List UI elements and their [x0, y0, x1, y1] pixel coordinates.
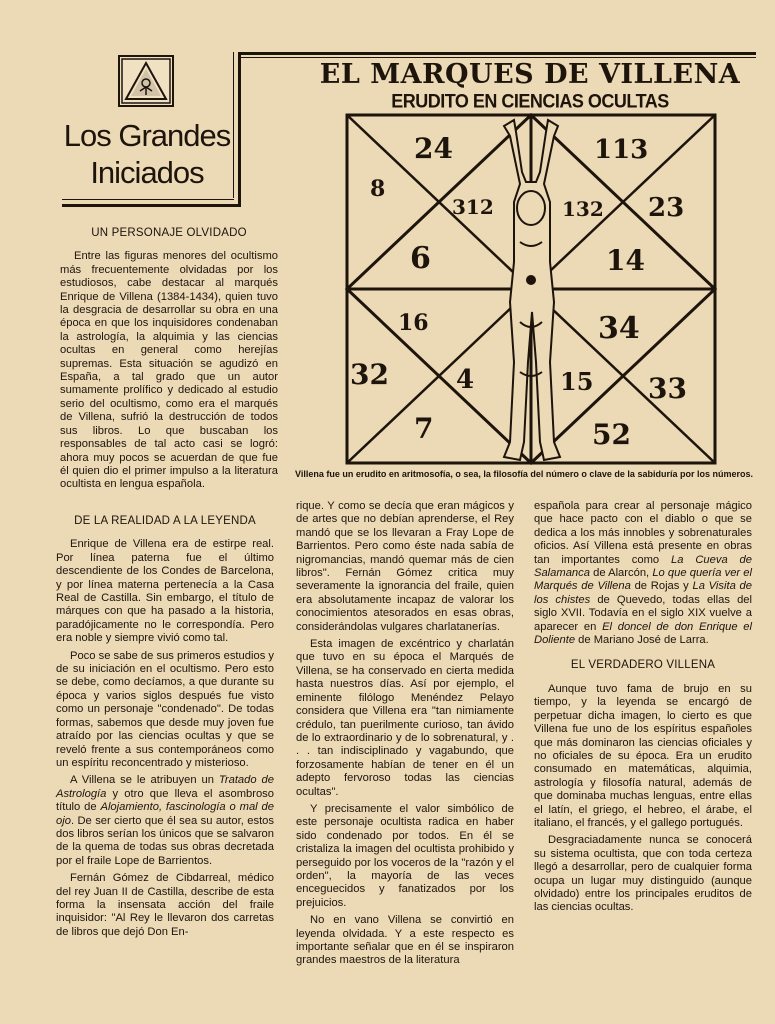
figure-number: 6: [410, 241, 431, 276]
spacer: [534, 651, 752, 659]
paragraph: Desgraciadamente nunca se conocerá su sistema ocultista, que con toda certeza llegó a desarrollar, pero de cualquier forma ocupa un lugar muy distinguido (aunque olvidado) entre los principales eruditos de las ciencias ocultas.: [534, 834, 752, 914]
paragraph: rique. Y como se decía que eran mágicos y de artes que no debían aprenderse, el Rey mandó que se los llevaran a Fray Lope de Barrientos. Pero como éste nada sabía de nigromancias, mandó quemar más de cien libros". Fernán Gómez critica muy severamente la ignorancia del fraile, quien era absolutamente incapaz de valorar los conocimientos atesorados en esas obras, considerándolas vulgares charlatanerías.: [296, 500, 514, 633]
column-1-bottom: [56, 515, 274, 943]
figure-number: 7: [414, 412, 434, 445]
text-run: . De ser cierto que él sea su autor, estos dos libros serían los únicos que se salvaron de la quema de todas sus obras decretada por el fraile Lope de Barrientos.: [56, 814, 274, 867]
figure-number: 15: [560, 367, 594, 396]
column-2: [296, 500, 514, 972]
work-title: La Visita de los chistes: [534, 580, 752, 606]
article-subtitle: ERUDITO EN CIENCIAS OCULTAS: [391, 90, 669, 112]
paragraph: [534, 500, 752, 647]
figure-number: 16: [398, 310, 429, 336]
text-run: de Mariano José de Larra.: [575, 634, 709, 647]
work-title: El doncel de don Enrique el Doliente: [534, 620, 752, 647]
book-title: Tratado de Astrología: [56, 774, 274, 800]
work-title: Lo que quería ver el Marqués de Villena: [534, 567, 752, 593]
aritmosophy-figure: [344, 112, 718, 466]
figure-number: 23: [648, 193, 685, 223]
paragraph: [56, 774, 274, 868]
header-rule: [238, 52, 756, 55]
figure-number: 4: [456, 365, 475, 395]
series-title-line2: Iniciados: [90, 155, 204, 190]
book-title: Alojamiento, fascinología o mal de ojo: [56, 801, 274, 827]
text-run: española para crear al personaje mágico que hace pacto con el diablo o que se dedica a los más innobles y sobrenaturales oficios. Así Villena está presente en obras tan importantes como: [534, 500, 752, 566]
paragraph: Aunque tuvo fama de brujo en su tiempo, y la leyenda se encargó de perpetuar dicha imagen, lo cierto es que Villena fue uno de los espíritus españoles que más dominaron las ciencias oficiales y no oficiales de su época. Era un erudito consumado en matemáticas, alquimia, astrología y filosofía natural, además de que dominaba muchas lenguas, entre ellas el latín, el griego, el hebreo, el árabe, el italiano, el francés, y el gallego portugués.: [534, 682, 752, 829]
paragraph: Entre las figuras menores del ocultismo más frecuentemente olvidadas por los estudiosos, cabe destacar al marqués Enrique de Villena (1384-1434), quien tuvo la desgracia de desarrollar su obra en una época en que los inquisidores condenaban la astrología, la alquimia y las ciencias ocultas en general como herejías supremas. Esta situación se agudizó en España, a tal grado que un autor sumamente prolífico y dedicado al estudio serio del ocultismo, como era el marqués de Villena, sufrió la destrucción de todos sus libros. Lo que buscaban los responsables de tal acto casi se logró: ahora muy pocos se acuerdan de que fue él quien dio el primer impulso a la literatura ocultista en lengua española.: [60, 250, 278, 491]
text-run: y otro que lleva el asombroso título de: [56, 787, 274, 814]
section-heading: EL VERDADERO VILLENA: [570, 659, 716, 672]
figure-number: 33: [648, 372, 687, 405]
figure-number: 14: [606, 244, 645, 277]
paragraph: Y precisamente el valor simbólico de este personaje ocultista radica en haber sido condenado por todos. En él se cristaliza la imagen del ocultista prohibido y perseguido por los voceros de la "razón y el orden", la mayoría de las veces enceguecidos y fanatizados por los prejuicios.: [296, 802, 514, 909]
paragraph: Poco se sabe de sus primeros estudios y de su iniciación en el ocultismo. Pero esto se debe, como decíamos, a que durante su época y varios siglos después fue visto como un personaje "condenado". De todas formas, sabemos que desde muy joven fue atraído por las ciencias ocultas y que se reveló frente a sus contemporáneos como un espíritu reconcentrado y misterioso.: [56, 649, 274, 769]
column-3: [534, 500, 752, 919]
paragraph: Fernán Gómez de Cibdarreal, médico del rey Juan II de Castilla, describe de esta forma la insensata acción del fraile inquisidor: "Al Rey le llevaron dos carretas de libros que dejó Don En-: [56, 872, 274, 938]
figure-number: 113: [594, 135, 649, 165]
series-title: [58, 117, 236, 191]
column-1-top: [60, 227, 278, 496]
section-heading: DE LA REALIDAD A LA LEYENDA: [74, 515, 256, 527]
text-run: A Villena se le atribuyen un: [70, 774, 219, 787]
text-run: de Alarcón,: [589, 567, 653, 580]
figure-number: 34: [598, 311, 640, 346]
article-title: EL MARQUES DE VILLENA: [319, 59, 741, 90]
paragraph: No en vano Villena se convirtió en leyenda olvidada. Y a este respecto es importante señalar que en él se inspiraron grandes maestros de la literatura: [296, 914, 514, 967]
paragraph: Enrique de Villena era de estirpe real. Por línea paterna fue el último descendiente de los Condes de Barcelona, y por línea materna pertenecía a la Casa Real de Castilla. Sin embargo, el título de márques con que ha pasado a la historia, paradójicamente no le correspondía. Pero era noble y siempre vivió como tal.: [56, 538, 274, 645]
figure-number: 132: [562, 197, 604, 221]
figure-caption: Villena fue un erudito en aritmosofía, o sea, la filosofía del número o clave de la sabiduría por los números.: [295, 469, 753, 479]
figure-number: 8: [370, 176, 386, 202]
text-run: de Rojas y: [630, 580, 693, 593]
triangle-emblem-icon: [118, 55, 174, 107]
text-run: de Quevedo, todas ellas del siglo XVII. Todavía en el siglo XIX vuelve a aparecer en: [534, 593, 753, 633]
figure-number: 24: [414, 132, 453, 165]
figure-number: 52: [592, 418, 631, 451]
series-title-line1: Los Grandes: [63, 118, 231, 153]
work-title: La Cueva de Salamanca: [534, 553, 752, 580]
figure-number: 32: [350, 358, 389, 391]
figure-number: 312: [452, 195, 494, 219]
paragraph: Esta imagen de excéntrico y charlatán que tuvo en su época el Marqués de Villena, se ha conservado en cierta medida hasta nuestros días. Así por ejemplo, el eminente filólogo Menéndez Pelayo considera que Villena era "tan nimiamente crédulo, tan puerilmente curioso, tan ávido de lo extraordinario y de lo sobrenatural, y . . . tan indisciplinado y vagabundo, que forzosamente habían de tener en él un adepto fervoroso todas las ciencias ocultas".: [296, 638, 514, 798]
section-heading: UN PERSONAJE OLVIDADO: [91, 227, 247, 239]
